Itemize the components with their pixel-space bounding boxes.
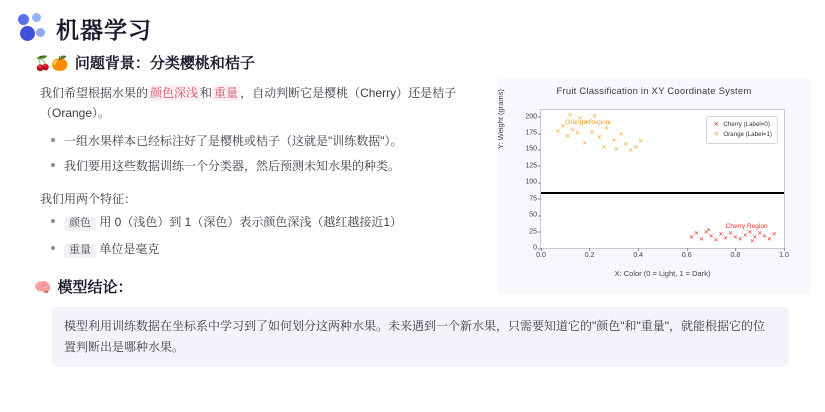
conclusion-text-box: 模型利用训练数据在坐标系中学习到了如何划分这两种水果。未来遇到一个新水果，只需要知道它的"颜色"和"重量"，就能根据它的位置判断出是哪种水果。 <box>52 307 789 367</box>
section-heading-background <box>34 52 807 73</box>
chart-x-tick: 0.2 <box>584 252 595 259</box>
chart-x-tick: 0.4 <box>633 252 644 259</box>
list-item <box>64 213 488 233</box>
chart-x-tick: 0.6 <box>681 252 692 259</box>
chart-data-point <box>699 238 704 243</box>
brain-emoji-icon: 🧠 <box>34 278 52 295</box>
chart-data-point <box>633 146 638 151</box>
chart-legend-label: Cherry (Label=0) <box>723 121 770 129</box>
chart-data-point <box>590 131 595 136</box>
chart-y-axis-label: Y: Weight (grams) <box>496 89 505 149</box>
chart-data-point <box>597 136 602 141</box>
intro-text-before: 我们希望根据水果的 <box>40 86 149 100</box>
chart-region-annotation: Orange Region <box>565 119 610 127</box>
chart-y-tick: 75 <box>529 195 537 203</box>
intro-text-after: ，自动判断它是樱桃（Cherry）还是桔子（Orange）。 <box>40 86 457 121</box>
chart-title: Fruit Classification in XY Coordinate System <box>556 86 752 97</box>
intro-text-mid: 和 <box>200 86 213 100</box>
chart-legend-label: Orange (Label=1) <box>723 130 772 138</box>
chart-legend-marker-icon: ✕ <box>713 121 720 128</box>
features-list <box>18 213 488 260</box>
feature-desc-color: 用 0（浅色）到 1（深色）表示颜色深浅（越红越接近1） <box>99 214 403 229</box>
features-intro-text: 我们用两个特征： <box>40 191 137 206</box>
chart-data-point <box>713 239 718 244</box>
chart-data-point <box>767 238 772 243</box>
list-item: 我们要用这些数据训练一个分类器，然后预测未知水果的种类。 <box>64 157 488 176</box>
chart-data-point <box>575 132 580 137</box>
feature-code-color: 颜色 <box>64 217 96 231</box>
background-text-column <box>18 83 488 260</box>
chart-x-tick: 0.8 <box>730 252 741 259</box>
chart-data-point <box>723 237 728 242</box>
fruit-classification-chart <box>498 78 810 294</box>
chart-data-point <box>750 240 755 245</box>
chart-data-point <box>556 130 561 135</box>
chart-data-point <box>772 233 777 238</box>
chart-x-tick: 1.0 <box>779 252 789 259</box>
chart-y-tick: 200 <box>525 113 537 121</box>
chart-data-point <box>638 140 643 145</box>
chart-data-point <box>614 148 619 153</box>
chart-y-tick: 125 <box>525 162 537 170</box>
chart-y-tick: 150 <box>525 145 537 153</box>
slide-header <box>0 0 825 44</box>
chart-data-point <box>604 127 609 132</box>
chart-plot-area <box>525 109 789 259</box>
chart-y-tick: 0 <box>533 244 537 252</box>
chart-data-point <box>582 142 587 147</box>
chart-y-tick: 25 <box>529 228 537 236</box>
list-item <box>64 240 488 260</box>
feature-desc-weight: 单位是毫克 <box>99 242 160 257</box>
list-item: 一组水果样本已经标注好了是樱桃或桔子（这就是"训练数据"）。 <box>64 132 488 151</box>
feature-code-weight: 重量 <box>64 244 96 258</box>
chart-x-axis-label: X: Color (0 = Light, 1 = Dark) <box>614 269 711 278</box>
chart-data-point <box>602 146 607 151</box>
chart-decision-boundary <box>541 192 784 194</box>
highlight-color-term: 颜色深浅 <box>150 86 199 100</box>
chart-region-annotation: Cherry Region <box>725 222 768 230</box>
cherry-orange-emoji-icon: 🍒🍊 <box>34 54 69 71</box>
four-dots-logo-icon <box>18 13 48 43</box>
chart-y-tick: 100 <box>525 178 537 186</box>
section-heading-background-label: 问题背景：分类樱桃和桔子 <box>74 55 255 72</box>
chart-legend <box>706 116 778 144</box>
background-bullet-list <box>18 132 488 176</box>
chart-x-tick: 0.0 <box>536 252 546 259</box>
chart-legend-item <box>712 120 772 130</box>
chart-legend-item <box>712 130 772 140</box>
chart-legend-marker-icon: ✕ <box>713 130 720 138</box>
background-intro-paragraph <box>40 83 488 124</box>
chart-data-point <box>706 229 711 234</box>
section-heading-conclusion-label: 模型结论： <box>57 279 133 297</box>
highlight-weight-term: 重量 <box>214 86 239 100</box>
chart-data-point <box>619 133 624 138</box>
chart-y-tick: 175 <box>525 129 537 137</box>
chart-y-tick: 50 <box>529 211 537 219</box>
page-title: 机器学习 <box>56 16 152 43</box>
chart-data-point <box>611 139 616 144</box>
chart-data-point <box>565 135 570 140</box>
